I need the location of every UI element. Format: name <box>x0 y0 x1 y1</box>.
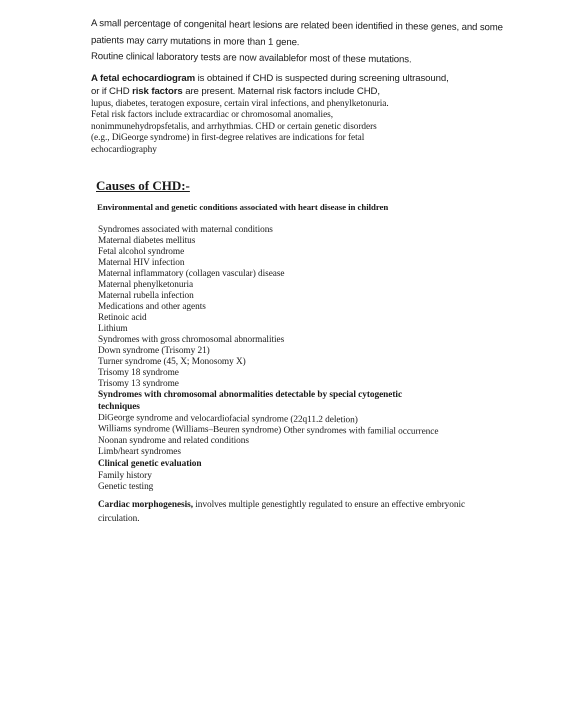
echo-line-2-pre: or if CHD <box>91 86 133 97</box>
cause-item: Maternal phenylketonuria <box>98 280 194 290</box>
cytogenetic-item: Williams syndrome (Williams–Beuren syndrome) Other syndromes with familial occurrence <box>97 424 439 437</box>
intro-line-2: patients may carry mutations in more than 1 gene. <box>90 35 300 49</box>
morpho-term: Cardiac morphogenesis, <box>98 500 193 510</box>
cause-item: Maternal diabetes mellitus <box>98 236 196 246</box>
echo-line-2 <box>91 86 380 97</box>
echo-line-3: lupus, diabetes, teratogen exposure, certain viral infections, and phenylketonuria. <box>91 99 389 109</box>
cause-item: Maternal rubella infection <box>98 291 194 301</box>
cytogenetic-heading-line-1: Syndromes with chromosomal abnormalities detectable by special cytogenetic <box>98 390 403 400</box>
clinical-item: Genetic testing <box>98 482 154 492</box>
cause-item: Lithium <box>98 324 128 334</box>
intro-line-3: Routine clinical laboratory tests are now availablefor most of these mutations. <box>90 51 412 66</box>
echo-line-1-text: is obtained if CHD is suspected during screening ultrasound, <box>195 73 449 84</box>
echo-line-7: echocardiography <box>91 145 157 155</box>
cytogenetic-item: DiGeorge syndrome and velocardiofacial syndrome (22q11.2 deletion) <box>97 413 358 426</box>
clinical-heading: Clinical genetic evaluation <box>98 459 202 469</box>
causes-subheading: Environmental and genetic conditions associated with heart disease in children <box>97 202 389 212</box>
cause-item: Syndromes with gross chromosomal abnormalities <box>98 335 285 345</box>
echo-term-fetal-echocardiogram: A fetal echocardiogram <box>91 73 196 84</box>
cause-item: Maternal HIV infection <box>98 258 185 268</box>
echo-term-risk-factors: risk factors <box>132 86 183 97</box>
cause-item: Maternal inflammatory (collagen vascular) disease <box>98 269 285 279</box>
morpho-line-1 <box>98 500 465 510</box>
echo-line-6: (e.g., DiGeorge syndrome) in first-degree relatives are indications for fetal <box>91 133 365 143</box>
echo-line-1 <box>91 73 449 84</box>
echo-line-4: Fetal risk factors include extracardiac or chromosomal anomalies, <box>91 110 333 120</box>
intro-line-1: A small percentage of congenital heart lesions are related been identified in these genes, and some <box>90 18 504 34</box>
cytogenetic-item: Noonan syndrome and related conditions <box>98 436 249 446</box>
cause-item: Down syndrome (Trisomy 21) <box>98 346 210 356</box>
cause-item: Syndromes associated with maternal conditions <box>98 225 273 235</box>
echo-line-5: nonimmunehydropsfetalis, and arrhythmias. CHD or certain genetic disorders <box>91 122 377 132</box>
cause-item: Retinoic acid <box>98 313 147 323</box>
causes-heading: Causes of CHD:- <box>96 178 190 193</box>
cause-item: Medications and other agents <box>98 302 206 312</box>
clinical-item: Family history <box>98 471 152 481</box>
cytogenetic-item: Limb/heart syndromes <box>98 447 181 457</box>
cause-item: Trisomy 18 syndrome <box>98 368 179 378</box>
morpho-line-1-text: involves multiple genestightly regulated to ensure an effective embryonic <box>192 500 466 510</box>
cause-item: Turner syndrome (45, X; Monosomy X) <box>98 357 246 367</box>
cause-item: Trisomy 13 syndrome <box>98 379 179 389</box>
morpho-line-2: circulation. <box>98 514 140 524</box>
echo-line-2-text: are present. Maternal risk factors include CHD, <box>182 86 380 97</box>
cytogenetic-heading-line-2: techniques <box>98 402 140 412</box>
cause-item: Fetal alcohol syndrome <box>98 247 185 257</box>
